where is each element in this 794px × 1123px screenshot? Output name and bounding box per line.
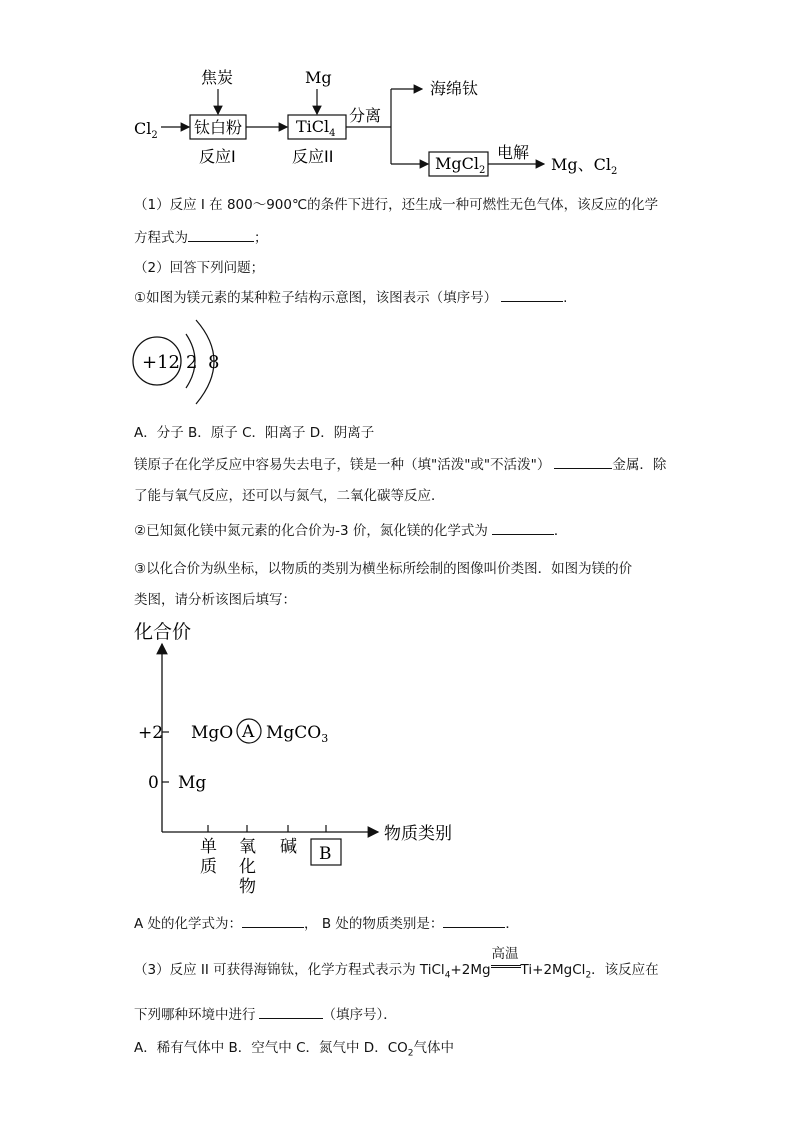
x-cat-oxide-2: 化 [239, 857, 256, 877]
x-cat-base: 碱 [280, 837, 297, 857]
q2-part1: ①如图为镁元素的某种粒子结构示意图，该图表示（填序号） . [134, 290, 568, 306]
q2-part2: ②已知氮化镁中氮元素的化合价为-3 价，氮化镁的化学式为 ． [134, 523, 568, 539]
mg-particle-structure-diagram [128, 314, 238, 410]
q2-mg-line2: 了能与氧气反应，还可以与氮气，二氧化碳等反应． [134, 488, 445, 504]
q1-line2: 方程式为 ； [134, 230, 268, 246]
sponge-titanium-label: 海绵钛 [430, 79, 479, 98]
q1-line1: （1）反应 I 在 800～900℃的条件下进行，还生成一种可燃性无色气体，该反应的化学 [134, 197, 659, 213]
cl2-label: $Cl_2$ [134, 119, 158, 141]
q1-answer-blank[interactable] [188, 229, 254, 242]
q3-answer-blank[interactable] [259, 1006, 323, 1019]
q3-options: A．稀有气体中 B．空气中 C．氮气中 D．$CO_2$气体中 [134, 1040, 454, 1059]
q2-ab-line: A 处的化学式为： ， B 处的物质类别是： ． [134, 916, 519, 932]
y-tick-label-zero: 0 [148, 773, 159, 793]
shell2-electrons: 8 [208, 352, 220, 373]
point-a: A [242, 722, 255, 742]
reaction-2-label: 反应II [292, 147, 334, 166]
q2-part1-blank[interactable] [501, 289, 563, 302]
coke-label: 焦炭 [201, 68, 234, 87]
y-tick-label-plus2: +2 [138, 723, 164, 743]
x-cat-b-label: B [319, 844, 332, 864]
box-titanium-white-label: 钛白粉 [194, 118, 243, 137]
shell1-electrons: 2 [186, 352, 198, 373]
box-ticl4-label: TiCl$_4$ [296, 117, 336, 139]
point-mgco3: MgCO$_3$ [266, 723, 329, 745]
reaction-1-label: 反应I [199, 147, 236, 166]
process-flow-diagram [0, 0, 794, 185]
valence-category-chart [0, 610, 794, 900]
q2-part2-blank[interactable] [492, 522, 554, 535]
q2-part1-options: A．分子 B．原子 C．阳离子 D．阴离子 [134, 425, 375, 441]
x-axis-title: 物质类别 [384, 824, 452, 844]
x-cat-oxide-3: 物 [239, 877, 256, 897]
products-label: Mg、$Cl_2$ [551, 155, 618, 177]
a-formula-blank[interactable] [242, 915, 304, 928]
mg-input-label: Mg [305, 68, 332, 87]
q2-part3-line1: ③以化合价为纵坐标，以物质的类别为横坐标所绘制的图像叫价类图．如图为镁的价 [134, 561, 633, 577]
x-cat-oxide-1: 氧 [239, 837, 256, 857]
q2-part3-line2: 类图，请分析该图后填写： [134, 592, 296, 608]
b-category-blank[interactable] [443, 915, 505, 928]
q3-line1: （3）反应 II 可获得海锦钛，化学方程式表示为 TiCl$_4$+2Mg 高温 Ti+2MgCl$_2$．该反应在 [134, 946, 659, 981]
nucleus-charge: +12 [142, 352, 180, 373]
y-axis-title: 化合价 [134, 621, 192, 643]
electrolysis-label: 电解 [497, 143, 530, 162]
reaction-condition: 高温 [491, 960, 521, 974]
q2-mg-line1: 镁原子在化学反应中容易失去电子，镁是一种（填"活泼"或"不活泼"） 金属．除 [134, 457, 667, 473]
point-mg: Mg [178, 773, 207, 793]
separate-label: 分离 [349, 106, 382, 125]
point-mgo: MgO [191, 723, 234, 743]
q2-mg-blank[interactable] [554, 456, 612, 469]
box-mgcl2-label: MgCl$_2$ [435, 154, 486, 176]
x-cat-element-1: 单 [200, 837, 217, 857]
q3-line2: 下列哪种环境中进行 （填序号）． [134, 1007, 397, 1023]
x-cat-element-2: 质 [200, 857, 217, 877]
q2-intro: （2）回答下列问题； [134, 260, 265, 276]
